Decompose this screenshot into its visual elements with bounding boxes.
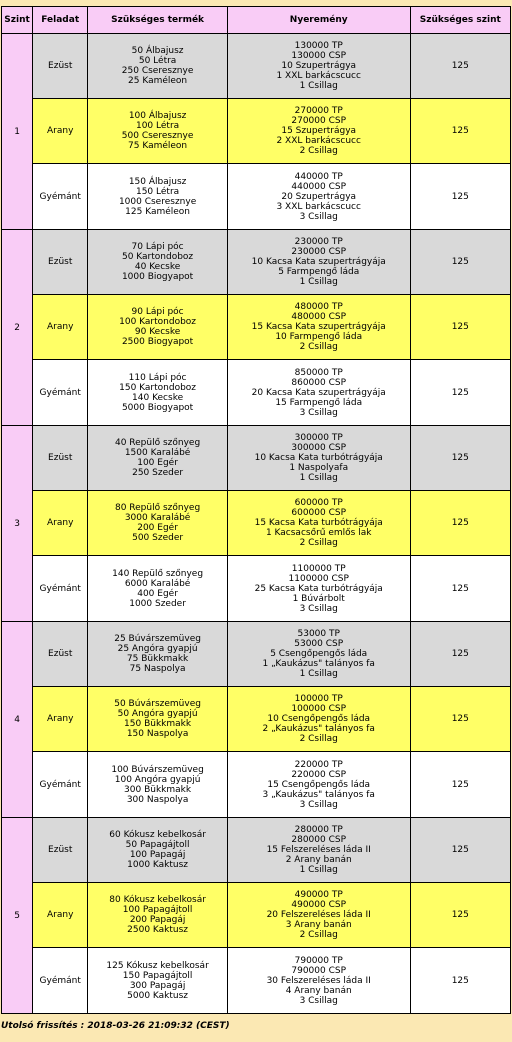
product-line: 50 Kartondoboz [121, 252, 194, 262]
reward-line: 10 Kacsa Kata turbótrágyája [254, 453, 383, 463]
product-line: 1500 Karalábé [124, 448, 191, 458]
product-line: 1000 Szeder [129, 598, 186, 609]
required-products-cell [88, 948, 228, 1014]
required-level-cell: 125 [410, 164, 510, 230]
product-line: 140 Repülő szőnyeg [112, 568, 204, 579]
product-line: 300 Bükkmakk [124, 784, 192, 795]
reward-line: 30 Felszereléses láda II [266, 975, 371, 986]
last-updated-footer: Utolsó frissítés : 2018-03-26 21:09:32 (CEST) [1, 1021, 230, 1031]
reward-line: 20 Felszereléses láda II [266, 910, 371, 920]
product-line: 300 Naspolya [126, 794, 189, 805]
reward-line: 490000 CSP [291, 900, 347, 910]
product-line: 90 Lápi póc [131, 307, 184, 317]
reward-line: 3 Csillag [299, 799, 338, 810]
required-products-cell [88, 687, 228, 752]
product-line: 5000 Kaktusz [127, 990, 189, 1001]
product-line: 110 Lápi póc [128, 372, 187, 383]
task-tier-cell: Gyémánt [33, 360, 88, 426]
product-line: 100 Angóra gyapjú [114, 774, 201, 785]
table-row [2, 164, 511, 230]
product-line: 125 Kaméleon [125, 206, 191, 217]
rewards-cell [227, 556, 410, 622]
reward-line: 2 Csillag [299, 538, 338, 548]
product-line: 150 Álbajusz [128, 176, 187, 187]
level-cell: 5 [2, 818, 33, 1014]
reward-line: 2 „Kaukázus" talányos fa [262, 724, 375, 734]
task-tier-cell: Ezüst [33, 426, 88, 491]
rewards-table [1, 6, 511, 1014]
reward-line: 15 Felszereléses láda II [266, 845, 371, 855]
level-cell: 3 [2, 426, 33, 622]
task-tier-cell: Arany [33, 687, 88, 752]
required-level-cell: 125 [410, 883, 510, 948]
reward-line: 490000 TP [294, 890, 343, 900]
reward-line: 480000 CSP [291, 312, 347, 322]
task-tier-cell: Gyémánt [33, 948, 88, 1014]
header-products: Szükséges termék [88, 7, 228, 34]
required-products-cell [88, 491, 228, 556]
reward-line: 1 Naspolyafa [289, 463, 349, 473]
required-products-cell [88, 883, 228, 948]
product-line: 100 Álbajusz [128, 111, 187, 121]
reward-line: 130000 CSP [291, 51, 347, 61]
required-products-cell [88, 99, 228, 164]
task-tier-cell: Arany [33, 491, 88, 556]
product-line: 40 Repülő szőnyeg [114, 438, 201, 448]
reward-line: 300000 TP [294, 433, 343, 443]
product-line: 50 Álbajusz [131, 46, 184, 56]
product-line: 50 Búvárszemüveg [114, 699, 201, 709]
rewards-cell [227, 883, 410, 948]
header-required-level: Szükséges szint [410, 7, 510, 34]
reward-line: 600000 TP [294, 498, 343, 508]
reward-line: 15 Csengőpengős láda [267, 779, 371, 790]
reward-line: 10 Farmpengő láda [275, 332, 363, 342]
required-level-cell: 125 [410, 230, 510, 295]
reward-line: 15 Farmpengő láda [275, 397, 363, 408]
level-cell: 4 [2, 622, 33, 818]
table-row [2, 752, 511, 818]
reward-line: 440000 TP [294, 171, 343, 182]
reward-line: 1 „Kaukázus" talányos fa [262, 659, 375, 669]
required-products-cell [88, 426, 228, 491]
rewards-cell [227, 752, 410, 818]
table-row [2, 360, 511, 426]
product-line: 50 Papagájtoll [125, 840, 190, 850]
table-row [2, 34, 511, 99]
product-line: 100 Egér [137, 458, 178, 468]
product-line: 500 Szeder [132, 533, 184, 543]
required-level-cell: 125 [410, 426, 510, 491]
reward-line: 270000 CSP [291, 116, 347, 126]
reward-line: 2 Arany banán [285, 855, 352, 865]
required-products-cell [88, 622, 228, 687]
table-row [2, 426, 511, 491]
reward-line: 2 Csillag [299, 146, 338, 156]
reward-line: 100000 CSP [291, 704, 347, 714]
product-line: 100 Kartondoboz [119, 317, 197, 327]
reward-line: 1 XXL barkácscucc [276, 71, 361, 81]
reward-line: 3 XXL barkácscucc [276, 201, 361, 212]
product-line: 1000 Biogyapot [121, 272, 194, 282]
reward-line: 1100000 TP [291, 563, 346, 574]
reward-line: 53000 CSP [294, 639, 344, 649]
reward-line: 1 Kacsacsőrű emlős lak [265, 528, 372, 538]
header-task: Feladat [33, 7, 88, 34]
rewards-cell [227, 34, 410, 99]
task-tier-cell: Ezüst [33, 230, 88, 295]
table-row [2, 295, 511, 360]
reward-line: 1 Csillag [299, 277, 338, 287]
table-row [2, 230, 511, 295]
required-level-cell: 125 [410, 491, 510, 556]
product-line: 25 Kaméleon [128, 76, 188, 86]
required-products-cell [88, 752, 228, 818]
required-level-cell: 125 [410, 99, 510, 164]
reward-line: 860000 CSP [291, 377, 347, 388]
reward-line: 25 Kacsa Kata turbótrágyája [254, 583, 383, 594]
reward-line: 300000 CSP [291, 443, 347, 453]
level-cell: 2 [2, 230, 33, 426]
required-level-cell: 125 [410, 360, 510, 426]
product-line: 25 Búvárszemüveg [114, 634, 201, 644]
required-products-cell [88, 164, 228, 230]
rewards-cell [227, 491, 410, 556]
reward-line: 220000 TP [294, 759, 343, 770]
product-line: 250 Szeder [132, 468, 184, 478]
table-row [2, 687, 511, 752]
reward-line: 10 Szupertrágya [281, 61, 357, 71]
required-products-cell [88, 230, 228, 295]
task-tier-cell: Arany [33, 883, 88, 948]
required-level-cell: 125 [410, 622, 510, 687]
product-line: 2500 Biogyapot [121, 337, 194, 347]
product-line: 100 Papagájtoll [122, 905, 193, 915]
reward-line: 1 Búvárbolt [292, 593, 345, 604]
product-line: 1000 Cseresznye [118, 196, 197, 207]
product-line: 75 Naspolya [129, 664, 186, 674]
reward-line: 5 Csengőpengős láda [270, 649, 368, 659]
reward-line: 1 Csillag [299, 81, 338, 91]
task-tier-cell: Gyémánt [33, 752, 88, 818]
reward-line: 2 Csillag [299, 930, 338, 940]
reward-line: 20 Szupertrágya [281, 191, 357, 202]
product-line: 90 Kecske [134, 327, 181, 337]
product-line: 25 Angóra gyapjú [117, 644, 198, 654]
product-line: 150 Papagájtoll [122, 970, 193, 981]
product-line: 40 Kecske [134, 262, 181, 272]
reward-line: 100000 TP [294, 694, 343, 704]
product-line: 140 Kecske [132, 392, 184, 403]
rewards-cell [227, 230, 410, 295]
product-line: 80 Repülő szőnyeg [114, 503, 201, 513]
task-tier-cell: Arany [33, 295, 88, 360]
table-row [2, 556, 511, 622]
product-line: 75 Bükkmakk [126, 654, 189, 664]
required-products-cell [88, 818, 228, 883]
reward-line: 15 Kacsa Kata turbótrágyája [254, 518, 383, 528]
reward-line: 2 XXL barkácscucc [276, 136, 361, 146]
rewards-cell [227, 818, 410, 883]
rewards-cell [227, 948, 410, 1014]
task-tier-cell: Gyémánt [33, 164, 88, 230]
header-row [2, 7, 511, 34]
reward-line: 1100000 CSP [288, 573, 349, 584]
reward-line: 270000 TP [294, 106, 343, 116]
header-rewards: Nyeremény [227, 7, 410, 34]
required-level-cell: 125 [410, 818, 510, 883]
product-line: 200 Egér [137, 523, 178, 533]
rewards-cell [227, 622, 410, 687]
reward-line: 3 Csillag [299, 211, 338, 222]
product-line: 6000 Karalábé [124, 578, 191, 589]
reward-line: 15 Kacsa Kata szupertrágyája [251, 322, 386, 332]
product-line: 60 Kókusz kebelkosár [109, 830, 206, 840]
product-line: 5000 Biogyapot [121, 402, 194, 413]
product-line: 100 Papagáj [129, 850, 186, 860]
table-row [2, 883, 511, 948]
reward-line: 4 Arany banán [285, 985, 352, 996]
table-row [2, 948, 511, 1014]
product-line: 50 Létra [138, 56, 177, 66]
product-line: 300 Papagáj [129, 980, 186, 991]
reward-line: 2 Csillag [299, 734, 338, 744]
rewards-cell [227, 426, 410, 491]
table-body [2, 34, 511, 1014]
reward-line: 20 Kacsa Kata szupertrágyája [251, 387, 386, 398]
product-line: 100 Létra [135, 121, 180, 131]
reward-line: 230000 CSP [291, 247, 347, 257]
reward-line: 3 Arany banán [285, 920, 352, 930]
product-line: 400 Egér [137, 588, 178, 599]
rewards-cell [227, 687, 410, 752]
reward-line: 53000 TP [297, 629, 340, 639]
required-level-cell: 125 [410, 295, 510, 360]
task-tier-cell: Ezüst [33, 34, 88, 99]
product-line: 50 Angóra gyapjú [117, 709, 198, 719]
required-level-cell: 125 [410, 687, 510, 752]
reward-line: 1 Csillag [299, 865, 338, 875]
product-line: 70 Lápi póc [131, 242, 184, 252]
task-tier-cell: Ezüst [33, 622, 88, 687]
product-line: 250 Cseresznye [121, 66, 194, 76]
reward-line: 850000 TP [294, 367, 343, 378]
table-row [2, 491, 511, 556]
reward-line: 3 Csillag [299, 995, 338, 1006]
required-level-cell: 125 [410, 34, 510, 99]
product-line: 3000 Karalábé [124, 513, 191, 523]
required-level-cell: 125 [410, 948, 510, 1014]
product-line: 2500 Kaktusz [127, 925, 189, 935]
header-level: Szint [2, 7, 33, 34]
reward-line: 790000 TP [294, 955, 343, 966]
required-products-cell [88, 295, 228, 360]
reward-line: 1 Csillag [299, 473, 338, 483]
reward-line: 130000 TP [294, 41, 343, 51]
required-products-cell [88, 556, 228, 622]
level-cell: 1 [2, 34, 33, 230]
required-level-cell: 125 [410, 752, 510, 818]
rewards-cell [227, 99, 410, 164]
rewards-cell [227, 360, 410, 426]
product-line: 100 Búvárszemüveg [111, 764, 204, 775]
rewards-cell [227, 164, 410, 230]
task-tier-cell: Arany [33, 99, 88, 164]
product-line: 200 Papagáj [129, 915, 186, 925]
required-products-cell [88, 360, 228, 426]
product-line: 150 Kartondoboz [119, 382, 197, 393]
reward-line: 790000 CSP [291, 965, 347, 976]
reward-line: 220000 CSP [291, 769, 347, 780]
reward-line: 600000 CSP [291, 508, 347, 518]
table-row [2, 99, 511, 164]
reward-line: 440000 CSP [291, 181, 347, 192]
reward-line: 2 Csillag [299, 342, 338, 352]
product-line: 80 Kókusz kebelkosár [109, 895, 206, 905]
task-tier-cell: Ezüst [33, 818, 88, 883]
reward-line: 10 Csengőpengős láda [267, 714, 371, 724]
reward-line: 3 „Kaukázus" talányos fa [262, 789, 375, 800]
reward-line: 230000 TP [294, 237, 343, 247]
product-line: 150 Bükkmakk [124, 719, 192, 729]
product-line: 1000 Kaktusz [127, 860, 189, 870]
reward-line: 10 Kacsa Kata szupertrágyája [251, 257, 386, 267]
reward-line: 480000 TP [294, 302, 343, 312]
rewards-cell [227, 295, 410, 360]
required-level-cell: 125 [410, 556, 510, 622]
product-line: 75 Kaméleon [128, 141, 188, 151]
reward-line: 5 Farmpengő láda [278, 267, 360, 277]
table-row [2, 818, 511, 883]
product-line: 125 Kókusz kebelkosár [106, 960, 209, 971]
product-line: 150 Létra [135, 186, 180, 197]
reward-line: 1 Csillag [299, 669, 338, 679]
required-products-cell [88, 34, 228, 99]
task-tier-cell: Gyémánt [33, 556, 88, 622]
product-line: 500 Cseresznye [121, 131, 194, 141]
table-row [2, 622, 511, 687]
reward-line: 3 Csillag [299, 407, 338, 418]
reward-line: 3 Csillag [299, 603, 338, 614]
product-line: 150 Naspolya [126, 729, 189, 739]
reward-line: 280000 CSP [291, 835, 347, 845]
reward-line: 15 Szupertrágya [281, 126, 357, 136]
reward-line: 280000 TP [294, 825, 343, 835]
